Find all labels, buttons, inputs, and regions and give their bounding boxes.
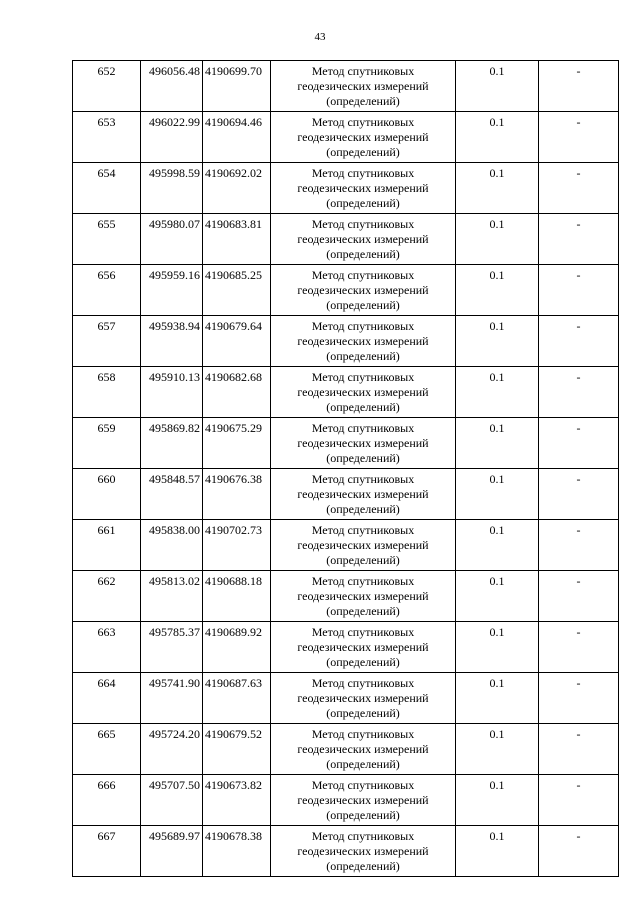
y-coordinate-cell: 4190683.81 xyxy=(203,214,271,265)
x-coordinate-cell: 495910.13 xyxy=(141,367,203,418)
point-number-cell: 666 xyxy=(73,775,141,826)
method-text-line: Метод спутниковых xyxy=(311,421,415,435)
method-text-line: (определений) xyxy=(326,757,400,771)
method-text-line: геодезических измерений xyxy=(297,589,429,603)
point-number-cell: 657 xyxy=(73,316,141,367)
method-cell xyxy=(271,571,456,622)
method-text-line: (определений) xyxy=(326,655,400,669)
note-cell: - xyxy=(539,673,619,724)
x-coordinate-cell: 495741.90 xyxy=(141,673,203,724)
note-cell: - xyxy=(539,61,619,112)
method-text-line: (определений) xyxy=(326,859,400,873)
method-text-line: (определений) xyxy=(326,502,400,516)
method-text-line: Метод спутниковых xyxy=(311,319,415,333)
accuracy-cell: 0.1 xyxy=(456,316,539,367)
method-text-line: геодезических измерений xyxy=(297,385,429,399)
method-text-line: геодезических измерений xyxy=(297,181,429,195)
table-row xyxy=(73,61,619,112)
method-cell xyxy=(271,367,456,418)
accuracy-cell: 0.1 xyxy=(456,469,539,520)
method-cell xyxy=(271,826,456,877)
x-coordinate-cell: 496056.48 xyxy=(141,61,203,112)
method-cell xyxy=(271,316,456,367)
x-coordinate-cell: 495785.37 xyxy=(141,622,203,673)
table-body xyxy=(73,61,619,877)
x-coordinate-cell: 495689.97 xyxy=(141,826,203,877)
method-text-line: (определений) xyxy=(326,553,400,567)
method-text-line: Метод спутниковых xyxy=(311,166,415,180)
method-text-line: (определений) xyxy=(326,145,400,159)
method-text-line: геодезических измерений xyxy=(297,793,429,807)
method-text-line: Метод спутниковых xyxy=(311,676,415,690)
method-text-line: Метод спутниковых xyxy=(311,64,415,78)
note-cell: - xyxy=(539,724,619,775)
method-text-line: Метод спутниковых xyxy=(311,268,415,282)
x-coordinate-cell: 496022.99 xyxy=(141,112,203,163)
note-cell: - xyxy=(539,316,619,367)
point-number-cell: 656 xyxy=(73,265,141,316)
note-cell: - xyxy=(539,571,619,622)
method-text-line: (определений) xyxy=(326,808,400,822)
table-row xyxy=(73,469,619,520)
method-cell xyxy=(271,112,456,163)
accuracy-cell: 0.1 xyxy=(456,724,539,775)
method-text-line: геодезических измерений xyxy=(297,436,429,450)
method-text-line: (определений) xyxy=(326,604,400,618)
y-coordinate-cell: 4190687.63 xyxy=(203,673,271,724)
method-text-line: (определений) xyxy=(326,94,400,108)
point-number-cell: 652 xyxy=(73,61,141,112)
method-text-line: Метод спутниковых xyxy=(311,625,415,639)
point-number-cell: 667 xyxy=(73,826,141,877)
method-cell xyxy=(271,724,456,775)
table-row xyxy=(73,826,619,877)
method-text-line: (определений) xyxy=(326,298,400,312)
y-coordinate-cell: 4190673.82 xyxy=(203,775,271,826)
note-cell: - xyxy=(539,367,619,418)
accuracy-cell: 0.1 xyxy=(456,520,539,571)
table-row xyxy=(73,214,619,265)
y-coordinate-cell: 4190682.68 xyxy=(203,367,271,418)
accuracy-cell: 0.1 xyxy=(456,367,539,418)
note-cell: - xyxy=(539,112,619,163)
method-text-line: (определений) xyxy=(326,247,400,261)
method-cell xyxy=(271,673,456,724)
point-number-cell: 654 xyxy=(73,163,141,214)
x-coordinate-cell: 495998.59 xyxy=(141,163,203,214)
table-row xyxy=(73,112,619,163)
method-text-line: геодезических измерений xyxy=(297,130,429,144)
method-cell xyxy=(271,265,456,316)
method-text-line: геодезических измерений xyxy=(297,79,429,93)
table-row xyxy=(73,622,619,673)
method-cell xyxy=(271,469,456,520)
method-text-line: (определений) xyxy=(326,400,400,414)
table-row xyxy=(73,724,619,775)
accuracy-cell: 0.1 xyxy=(456,418,539,469)
method-text-line: геодезических измерений xyxy=(297,283,429,297)
point-number-cell: 661 xyxy=(73,520,141,571)
x-coordinate-cell: 495813.02 xyxy=(141,571,203,622)
point-number-cell: 662 xyxy=(73,571,141,622)
method-text-line: геодезических измерений xyxy=(297,334,429,348)
point-number-cell: 653 xyxy=(73,112,141,163)
table-row xyxy=(73,418,619,469)
x-coordinate-cell: 495959.16 xyxy=(141,265,203,316)
method-text-line: Метод спутниковых xyxy=(311,778,415,792)
accuracy-cell: 0.1 xyxy=(456,826,539,877)
method-text-line: (определений) xyxy=(326,706,400,720)
accuracy-cell: 0.1 xyxy=(456,775,539,826)
y-coordinate-cell: 4190688.18 xyxy=(203,571,271,622)
y-coordinate-cell: 4190689.92 xyxy=(203,622,271,673)
x-coordinate-cell: 495838.00 xyxy=(141,520,203,571)
y-coordinate-cell: 4190679.52 xyxy=(203,724,271,775)
table-row xyxy=(73,163,619,214)
method-text-line: Метод спутниковых xyxy=(311,472,415,486)
accuracy-cell: 0.1 xyxy=(456,112,539,163)
accuracy-cell: 0.1 xyxy=(456,163,539,214)
method-cell xyxy=(271,520,456,571)
point-number-cell: 665 xyxy=(73,724,141,775)
y-coordinate-cell: 4190676.38 xyxy=(203,469,271,520)
note-cell: - xyxy=(539,622,619,673)
y-coordinate-cell: 4190694.46 xyxy=(203,112,271,163)
point-number-cell: 664 xyxy=(73,673,141,724)
table-row xyxy=(73,316,619,367)
y-coordinate-cell: 4190675.29 xyxy=(203,418,271,469)
method-text-line: геодезических измерений xyxy=(297,538,429,552)
y-coordinate-cell: 4190685.25 xyxy=(203,265,271,316)
method-text-line: геодезических измерений xyxy=(297,232,429,246)
note-cell: - xyxy=(539,163,619,214)
x-coordinate-cell: 495848.57 xyxy=(141,469,203,520)
y-coordinate-cell: 4190679.64 xyxy=(203,316,271,367)
method-text-line: Метод спутниковых xyxy=(311,370,415,384)
method-text-line: (определений) xyxy=(326,349,400,363)
table-row xyxy=(73,673,619,724)
y-coordinate-cell: 4190702.73 xyxy=(203,520,271,571)
note-cell: - xyxy=(539,826,619,877)
point-number-cell: 660 xyxy=(73,469,141,520)
table-row xyxy=(73,265,619,316)
table-row xyxy=(73,571,619,622)
x-coordinate-cell: 495724.20 xyxy=(141,724,203,775)
note-cell: - xyxy=(539,520,619,571)
x-coordinate-cell: 495869.82 xyxy=(141,418,203,469)
y-coordinate-cell: 4190699.70 xyxy=(203,61,271,112)
y-coordinate-cell: 4190692.02 xyxy=(203,163,271,214)
accuracy-cell: 0.1 xyxy=(456,622,539,673)
method-text-line: Метод спутниковых xyxy=(311,115,415,129)
method-text-line: (определений) xyxy=(326,196,400,210)
method-cell xyxy=(271,622,456,673)
x-coordinate-cell: 495707.50 xyxy=(141,775,203,826)
method-cell xyxy=(271,418,456,469)
table-row xyxy=(73,775,619,826)
method-cell xyxy=(271,61,456,112)
method-text-line: геодезических измерений xyxy=(297,844,429,858)
method-text-line: геодезических измерений xyxy=(297,691,429,705)
note-cell: - xyxy=(539,418,619,469)
method-cell xyxy=(271,214,456,265)
accuracy-cell: 0.1 xyxy=(456,61,539,112)
note-cell: - xyxy=(539,214,619,265)
method-text-line: Метод спутниковых xyxy=(311,727,415,741)
accuracy-cell: 0.1 xyxy=(456,214,539,265)
accuracy-cell: 0.1 xyxy=(456,673,539,724)
note-cell: - xyxy=(539,469,619,520)
method-text-line: геодезических измерений xyxy=(297,640,429,654)
accuracy-cell: 0.1 xyxy=(456,571,539,622)
table-row xyxy=(73,367,619,418)
table-row xyxy=(73,520,619,571)
y-coordinate-cell: 4190678.38 xyxy=(203,826,271,877)
note-cell: - xyxy=(539,775,619,826)
method-text-line: Метод спутниковых xyxy=(311,217,415,231)
note-cell: - xyxy=(539,265,619,316)
method-text-line: Метод спутниковых xyxy=(311,523,415,537)
point-number-cell: 659 xyxy=(73,418,141,469)
method-text-line: геодезических измерений xyxy=(297,487,429,501)
method-text-line: (определений) xyxy=(326,451,400,465)
coordinates-table xyxy=(72,60,619,877)
point-number-cell: 663 xyxy=(73,622,141,673)
method-cell xyxy=(271,163,456,214)
point-number-cell: 658 xyxy=(73,367,141,418)
method-text-line: Метод спутниковых xyxy=(311,829,415,843)
page-number: 43 xyxy=(314,31,326,43)
x-coordinate-cell: 495938.94 xyxy=(141,316,203,367)
method-text-line: Метод спутниковых xyxy=(311,574,415,588)
method-text-line: геодезических измерений xyxy=(297,742,429,756)
method-cell xyxy=(271,775,456,826)
point-number-cell: 655 xyxy=(73,214,141,265)
x-coordinate-cell: 495980.07 xyxy=(141,214,203,265)
accuracy-cell: 0.1 xyxy=(456,265,539,316)
